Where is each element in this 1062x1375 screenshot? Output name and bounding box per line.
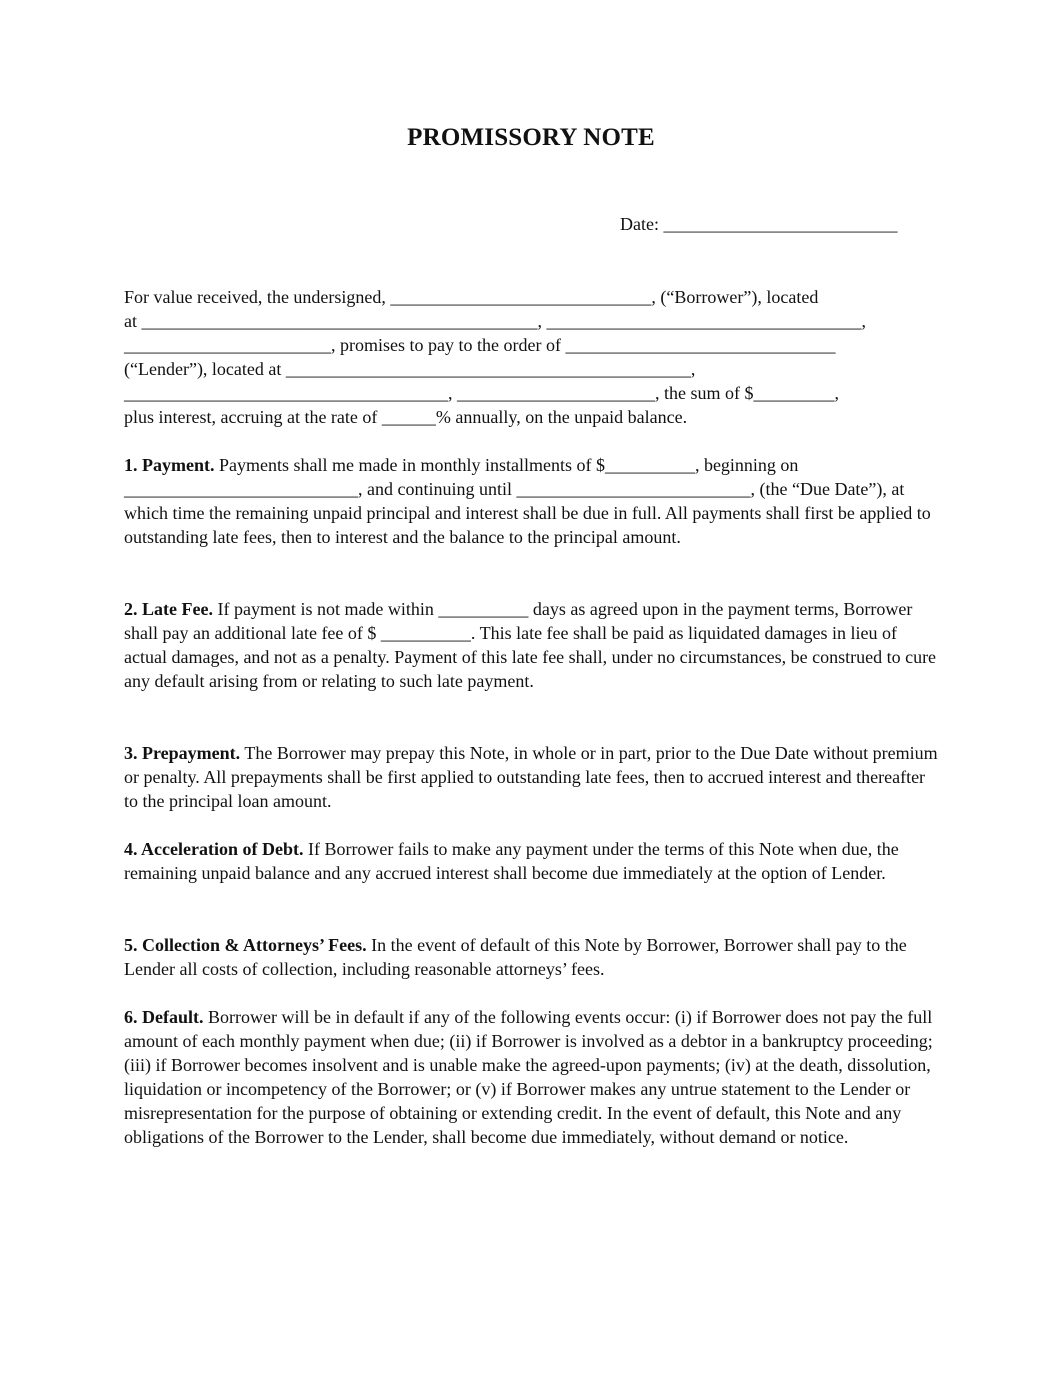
section-prepayment <box>124 741 940 813</box>
section-heading: 2. Late Fee. <box>124 599 213 619</box>
section-heading: 5. Collection & Attorneys’ Fees. <box>124 935 367 955</box>
section-text: The Borrower may prepay this Note, in whole or in part, prior to the Due Date without premium or penalty. All prepayments shall be first applied to outstanding late fees, then to accrued interest and thereafter to the principal loan amount. <box>124 743 938 811</box>
intro-line: For value received, the undersigned, _____________________________, (“Borrower”), located <box>124 287 819 307</box>
intro-line: at ____________________________________________, ___________________________________, <box>124 311 866 331</box>
section-payment <box>124 453 940 549</box>
intro-line: (“Lender”), located at _____________________________________________, <box>124 359 696 379</box>
intro-line: _______________________, promises to pay to the order of ______________________________ <box>124 335 836 355</box>
date-line: Date: __________________________ <box>620 214 898 234</box>
section-heading: 3. Prepayment. <box>124 743 241 763</box>
section-text: Payments shall me made in monthly installments of $__________, beginning on __________________________, and continuing until __________________________, (the “Due Date”), at which time the remaining unpaid principal and interest shall be due in full. All payments shall first be applied to outstanding late fees, then to interest and the balance to the principal amount. <box>124 455 931 547</box>
section-default <box>124 1005 940 1149</box>
section-text: Borrower will be in default if any of the following events occur: (i) if Borrower does not pay the full amount of each monthly payment when due; (ii) if Borrower is involved as a debtor in a bankruptcy proceeding; (iii) if Borrower becomes insolvent and is unable make the agreed-upon payments; (iv) at the death, dissolution, liquidation or incompetency of the Borrower; or (v) if Borrower makes any untrue statement to the Lender or misrepresentation for the purpose of obtaining or extending credit. In the event of default, this Note and any obligations of the Borrower to the Lender, shall become due immediately, without demand or notice. <box>124 1007 933 1147</box>
section-late-fee <box>124 597 940 693</box>
section-heading: 4. Acceleration of Debt. <box>124 839 304 859</box>
section-heading: 6. Default. <box>124 1007 204 1027</box>
intro-line: ____________________________________, ______________________, the sum of $_________, <box>124 383 839 403</box>
section-text: If payment is not made within __________ days as agreed upon in the payment terms, Borrower shall pay an additional late fee of $ __________. This late fee shall be paid as liquidated damages in lieu of actual damages, and not as a penalty. Payment of this late fee shall, under no circumstances, be construed to cure any default arising from or relating to such late payment. <box>124 599 937 691</box>
section-collection <box>124 933 940 981</box>
section-acceleration <box>124 837 940 885</box>
section-heading: 1. Payment. <box>124 455 215 475</box>
document-title: PROMISSORY NOTE <box>407 124 655 151</box>
section-text: If Borrower fails to make any payment under the terms of this Note when due, the remaining unpaid balance and any accrued interest shall become due immediately at the option of Lender. <box>124 839 899 883</box>
section-text: In the event of default of this Note by Borrower, Borrower shall pay to the Lender all costs of collection, including reasonable attorneys’ fees. <box>124 935 907 979</box>
intro-line: plus interest, accruing at the rate of ______% annually, on the unpaid balance. <box>124 407 688 427</box>
